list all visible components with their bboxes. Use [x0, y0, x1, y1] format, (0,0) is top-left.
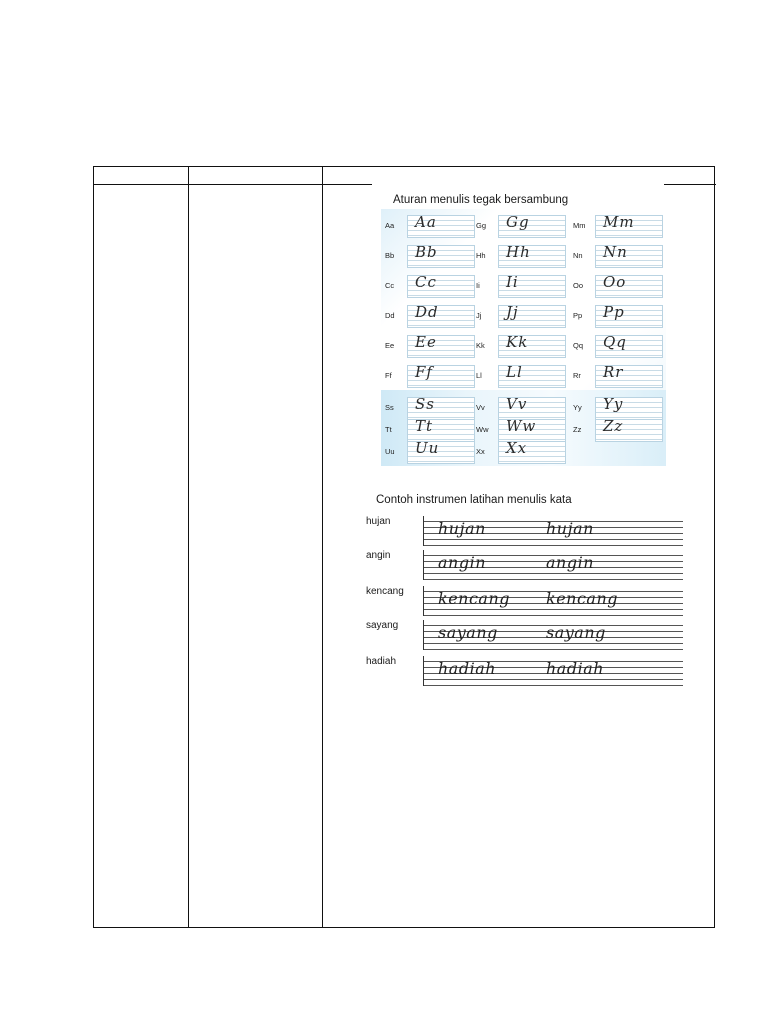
- letter-label: Uu: [385, 447, 395, 456]
- letter-cell: [385, 303, 477, 329]
- letter-cell: [476, 333, 568, 359]
- alphabet-figure-title: Aturan menulis tegak bersambung: [393, 194, 569, 206]
- letter-cell: [573, 363, 665, 389]
- table-header-rule: [664, 184, 716, 185]
- letter-label: Oo: [573, 281, 584, 290]
- letter-label: Zz: [573, 425, 582, 434]
- letter-cursive: Pp: [603, 303, 625, 321]
- letter-label: Ss: [385, 403, 394, 412]
- letter-cell: [573, 213, 665, 239]
- letter-cell: [476, 273, 568, 299]
- letter-cursive: Ll: [506, 363, 523, 381]
- letter-cursive: Vv: [506, 395, 528, 413]
- word-cursive-sample: sayang: [438, 623, 498, 642]
- letter-cursive: Bb: [415, 243, 438, 261]
- letter-cursive: Xx: [506, 439, 528, 457]
- word-row: [366, 656, 682, 686]
- letter-cursive: Mm: [603, 213, 635, 231]
- letter-cell: [476, 303, 568, 329]
- letter-label: Gg: [476, 221, 487, 230]
- letter-label: Vv: [476, 403, 485, 412]
- letter-label: Ff: [385, 371, 392, 380]
- letter-cursive: Dd: [415, 303, 439, 321]
- letter-label: Ii: [476, 281, 480, 290]
- letter-cursive: Qq: [603, 333, 627, 351]
- letter-cursive: Ee: [415, 333, 437, 351]
- letter-label: Ee: [385, 341, 395, 350]
- word-cursive-sample: kencang: [438, 589, 511, 608]
- letter-label: Pp: [573, 311, 583, 320]
- letter-cell: [573, 243, 665, 269]
- letter-cell: [385, 243, 477, 269]
- table-header-rule: [94, 184, 372, 185]
- alphabet-panel: [381, 209, 666, 466]
- table-column-divider: [322, 167, 323, 927]
- letter-label: Ww: [476, 425, 489, 434]
- letter-label: Ll: [476, 371, 482, 380]
- letter-cursive: Jj: [506, 303, 519, 321]
- letter-cursive: Tt: [415, 417, 434, 435]
- letter-cell: [385, 213, 477, 239]
- word-label: angin: [366, 550, 391, 561]
- word-label: hujan: [366, 516, 391, 527]
- word-row: [366, 550, 682, 580]
- word-cursive-sample: hujan: [546, 519, 594, 538]
- letter-label: Qq: [573, 341, 584, 350]
- word-cursive-sample: hadiah: [438, 659, 497, 678]
- letter-cursive: Gg: [506, 213, 530, 231]
- word-cursive-sample: kencang: [546, 589, 619, 608]
- letter-cell: [385, 273, 477, 299]
- letter-label: Mm: [573, 221, 586, 230]
- word-label: sayang: [366, 620, 399, 631]
- word-cursive-sample: angin: [438, 553, 487, 572]
- word-cursive-sample: angin: [546, 553, 595, 572]
- letter-label: Yy: [573, 403, 582, 412]
- letter-cell: [476, 439, 568, 465]
- letter-cell: [573, 417, 665, 443]
- letter-cell: [573, 303, 665, 329]
- letter-cell: [573, 333, 665, 359]
- letter-cell: [476, 213, 568, 239]
- letter-cell: [573, 273, 665, 299]
- letter-cursive: Rr: [603, 363, 624, 381]
- letter-label: Hh: [476, 251, 486, 260]
- letter-label: Xx: [476, 447, 485, 456]
- letter-cursive: Nn: [603, 243, 628, 261]
- letter-label: Dd: [385, 311, 395, 320]
- word-label: kencang: [366, 586, 404, 597]
- letter-cursive: Kk: [506, 333, 529, 351]
- letter-cell: [476, 363, 568, 389]
- letter-label: Bb: [385, 251, 395, 260]
- words-figure-title: Contoh instrumen latihan menulis kata: [376, 494, 572, 506]
- letter-label: Kk: [476, 341, 485, 350]
- letter-cursive: Zz: [603, 417, 624, 435]
- letter-label: Cc: [385, 281, 395, 290]
- letter-label: Jj: [476, 311, 482, 320]
- letter-cursive: Yy: [603, 395, 624, 413]
- word-row: [366, 620, 682, 650]
- letter-cell: [476, 243, 568, 269]
- letter-label: Aa: [385, 221, 395, 230]
- letter-cursive: Uu: [415, 439, 440, 457]
- word-cursive-sample: hujan: [438, 519, 486, 538]
- letter-cursive: Aa: [415, 213, 437, 231]
- letter-cursive: Ii: [506, 273, 519, 291]
- letter-label: Rr: [573, 371, 581, 380]
- letter-cursive: Ss: [415, 395, 435, 413]
- word-row: [366, 586, 682, 616]
- letter-cursive: Cc: [415, 273, 437, 291]
- letter-cursive: Hh: [506, 243, 531, 261]
- word-row: [366, 516, 682, 546]
- word-cursive-sample: hadiah: [546, 659, 605, 678]
- word-cursive-sample: sayang: [546, 623, 606, 642]
- letter-cell: [385, 333, 477, 359]
- letter-cell: [385, 439, 477, 465]
- letter-label: Nn: [573, 251, 583, 260]
- word-label: hadiah: [366, 656, 397, 667]
- letter-cursive: Ff: [415, 363, 433, 381]
- letter-label: Tt: [385, 425, 392, 434]
- letter-cell: [385, 363, 477, 389]
- letter-cursive: Oo: [603, 273, 627, 291]
- letter-cursive: Ww: [506, 417, 537, 435]
- table-column-divider: [188, 167, 189, 927]
